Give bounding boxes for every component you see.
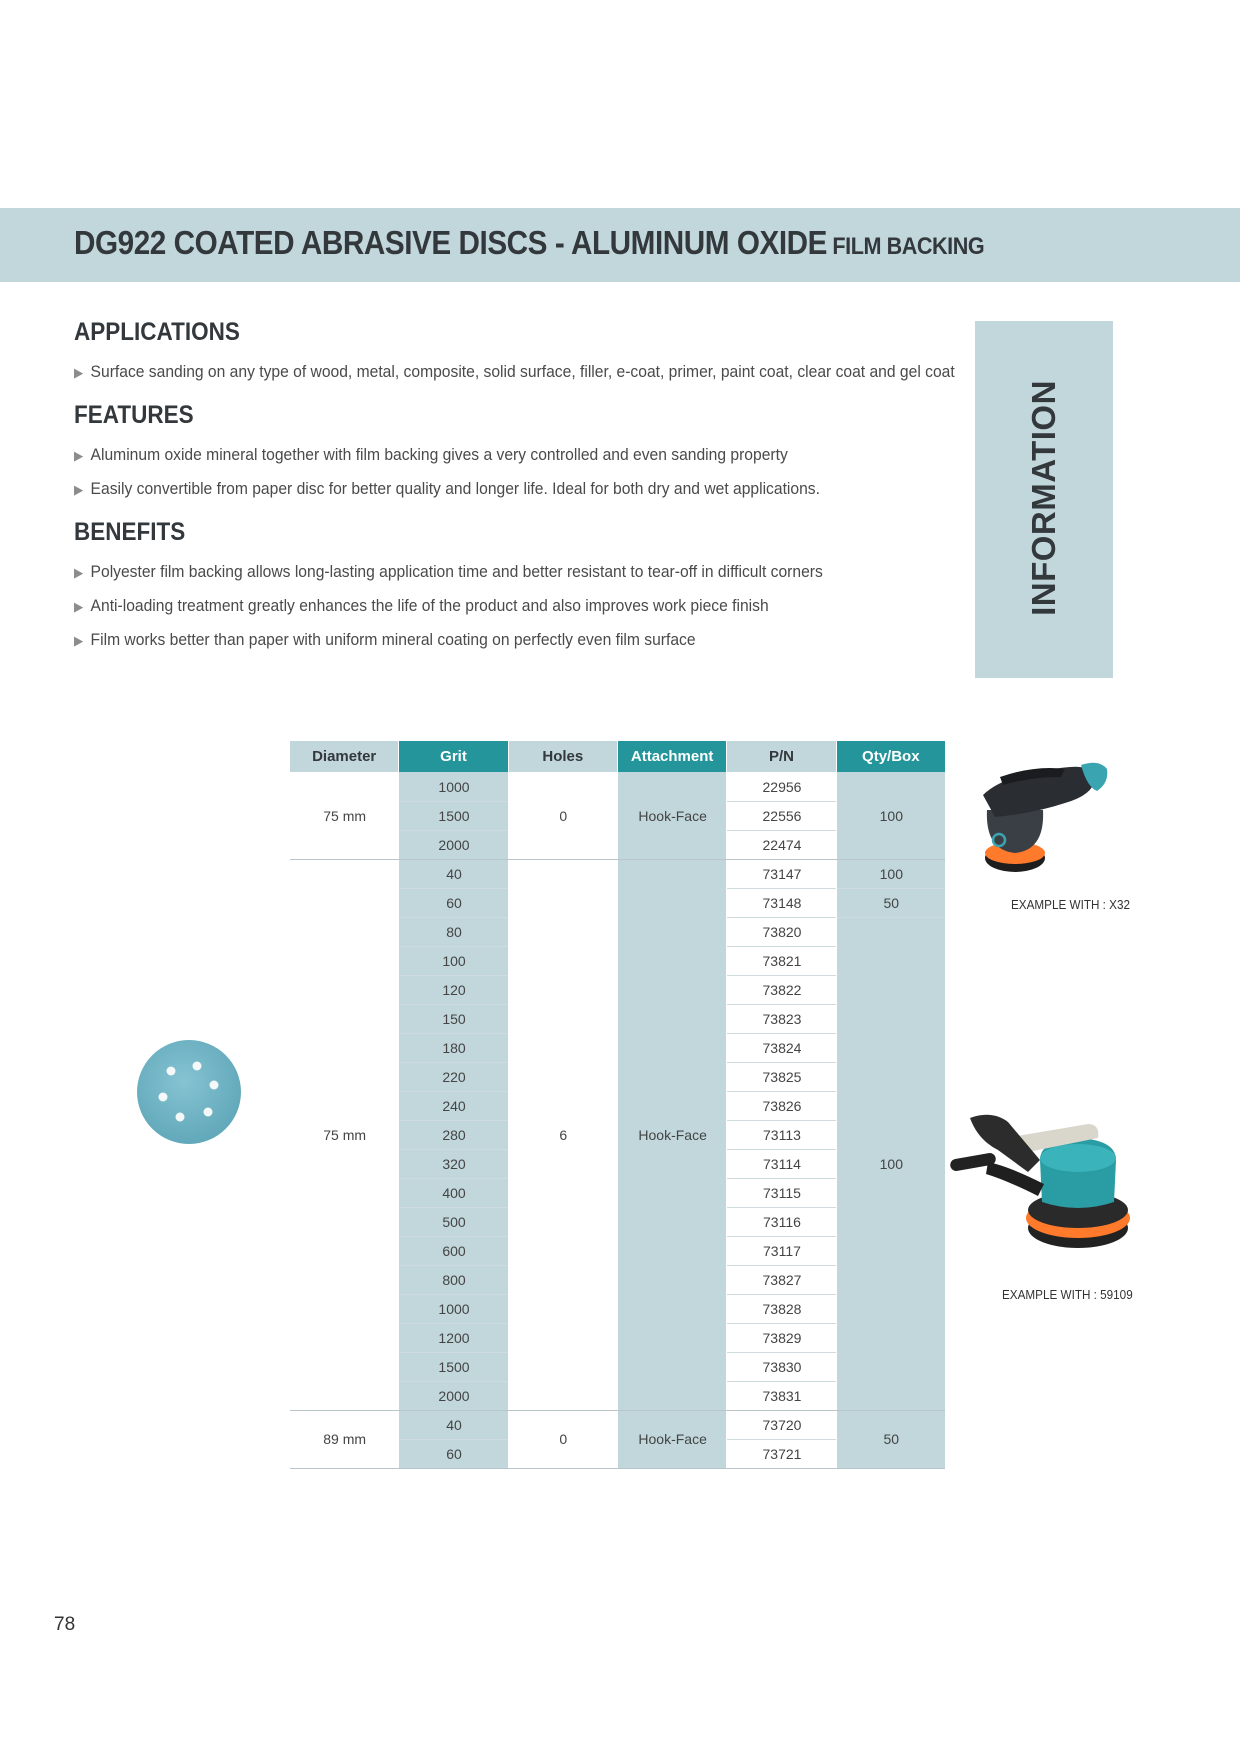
row-divider bbox=[399, 1178, 507, 1179]
table-header-diameter: Diameter bbox=[290, 741, 398, 772]
holes-cell: 6 bbox=[559, 1126, 568, 1143]
diameter-cell: 75 mm bbox=[323, 807, 367, 824]
example-caption-59109: EXAMPLE WITH : 59109 bbox=[1002, 1287, 1133, 1302]
pn-cell: 73821 bbox=[762, 952, 802, 969]
pn-cell: 73116 bbox=[763, 1213, 801, 1230]
holes-cell: 0 bbox=[559, 1431, 568, 1447]
pn-cell: 73827 bbox=[762, 1271, 802, 1288]
row-divider bbox=[727, 1062, 835, 1063]
row-divider bbox=[399, 1091, 507, 1092]
row-divider bbox=[727, 1265, 835, 1266]
row-divider bbox=[399, 1381, 507, 1382]
table-header-holes: Holes bbox=[509, 741, 617, 772]
grit-cell: 120 bbox=[442, 981, 466, 998]
grit-cell: 150 bbox=[442, 1010, 466, 1027]
table-header-qtybox: Qty/Box bbox=[837, 741, 945, 772]
pn-cell: 73830 bbox=[762, 1358, 802, 1375]
holes-cell: 0 bbox=[559, 807, 568, 824]
row-divider bbox=[727, 1236, 835, 1237]
benefits-heading: BENEFITS bbox=[74, 518, 186, 546]
qty-cell: 100 bbox=[879, 1155, 903, 1172]
grit-cell: 2000 bbox=[438, 836, 470, 853]
grit-cell: 500 bbox=[442, 1213, 466, 1230]
row-divider bbox=[399, 1033, 507, 1034]
grit-cell: 800 bbox=[442, 1271, 466, 1288]
row-divider bbox=[727, 1439, 835, 1440]
benefits-item bbox=[74, 630, 696, 650]
grit-cell: 220 bbox=[442, 1068, 466, 1085]
pn-cell: 73820 bbox=[762, 923, 802, 940]
qty-cell: 100 bbox=[879, 807, 903, 824]
applications-item bbox=[74, 362, 955, 382]
bullet-triangle-icon: ▶ bbox=[74, 365, 84, 380]
diameter-cell: 89 mm bbox=[323, 1431, 367, 1447]
grit-cell: 60 bbox=[446, 1445, 462, 1462]
bullet-triangle-icon: ▶ bbox=[74, 565, 84, 580]
grit-cell: 1000 bbox=[438, 1300, 470, 1317]
pn-cell: 22956 bbox=[762, 778, 802, 795]
row-divider bbox=[399, 917, 507, 918]
row-divider bbox=[727, 1323, 835, 1324]
bullet-text: Film works better than paper with uniform mineral coating on perfectly even film surface bbox=[90, 630, 696, 649]
qty-cell: 50 bbox=[883, 894, 900, 911]
pn-cell: 73822 bbox=[762, 981, 802, 998]
title-subtitle: FILM BACKING bbox=[832, 233, 985, 260]
pn-cell: 73824 bbox=[762, 1039, 802, 1056]
row-divider bbox=[399, 1207, 507, 1208]
title-main: DG922 COATED ABRASIVE DISCS - ALUMINUM OXIDE bbox=[74, 224, 828, 261]
benefits-item bbox=[74, 562, 823, 582]
pn-cell: 73117 bbox=[763, 1242, 801, 1259]
pn-cell: 73114 bbox=[763, 1155, 801, 1172]
grit-cell: 240 bbox=[442, 1097, 466, 1114]
spec-table bbox=[290, 741, 946, 1472]
row-divider bbox=[399, 946, 507, 947]
table-header-grit: Grit bbox=[399, 741, 507, 772]
abrasive-disc-image bbox=[136, 1039, 242, 1145]
pn-cell: 73831 bbox=[762, 1387, 802, 1404]
grit-cell: 2000 bbox=[438, 1387, 470, 1404]
row-divider bbox=[399, 1149, 507, 1150]
row-divider bbox=[399, 1265, 507, 1266]
benefits-item bbox=[74, 596, 769, 616]
pn-cell: 73721 bbox=[762, 1445, 802, 1462]
information-tab bbox=[975, 321, 1113, 678]
bullet-text: Surface sanding on any type of wood, metal, composite, solid surface, filler, e-coat, primer, paint coat, clear coat and gel coat bbox=[90, 362, 955, 381]
row-divider bbox=[727, 1352, 835, 1353]
bullet-text: Polyester film backing allows long-lasting application time and better resistant to tear-off in difficult corners bbox=[90, 562, 823, 581]
grit-cell: 180 bbox=[442, 1039, 466, 1056]
pn-cell: 73148 bbox=[762, 894, 802, 911]
grit-cell: 60 bbox=[446, 894, 462, 911]
grit-cell: 400 bbox=[442, 1184, 466, 1201]
attachment-cell: Hook-Face bbox=[638, 1126, 707, 1143]
bullet-text: Aluminum oxide mineral together with film backing gives a very controlled and even sanding property bbox=[90, 445, 788, 464]
row-divider bbox=[399, 1062, 507, 1063]
row-divider bbox=[399, 1352, 507, 1353]
page-title bbox=[74, 224, 984, 262]
row-divider bbox=[837, 917, 945, 918]
information-label: INFORMATION bbox=[1025, 380, 1062, 616]
pn-cell: 73825 bbox=[762, 1068, 802, 1085]
row-divider bbox=[399, 975, 507, 976]
qty-cell: 50 bbox=[883, 1431, 900, 1447]
row-divider bbox=[399, 1236, 507, 1237]
pn-cell: 73823 bbox=[762, 1010, 802, 1027]
qty-cell: 100 bbox=[879, 865, 903, 882]
grit-cell: 1500 bbox=[438, 1358, 470, 1375]
row-divider bbox=[727, 1294, 835, 1295]
pn-cell: 73828 bbox=[762, 1300, 802, 1317]
group-divider bbox=[290, 1410, 945, 1411]
row-divider bbox=[727, 830, 835, 831]
grit-cell: 1200 bbox=[438, 1329, 470, 1346]
row-divider bbox=[399, 1004, 507, 1005]
pn-cell: 73113 bbox=[763, 1126, 801, 1143]
row-divider bbox=[727, 1178, 835, 1179]
row-divider bbox=[727, 888, 835, 889]
grit-cell: 600 bbox=[442, 1242, 466, 1259]
example-caption-x32: EXAMPLE WITH : X32 bbox=[1011, 897, 1130, 912]
row-divider bbox=[399, 1120, 507, 1121]
features-heading: FEATURES bbox=[74, 401, 194, 429]
attachment-cell: Hook-Face bbox=[638, 807, 707, 824]
bullet-triangle-icon: ▶ bbox=[74, 599, 84, 614]
features-item bbox=[74, 479, 820, 499]
row-divider bbox=[727, 1004, 835, 1005]
row-divider bbox=[727, 946, 835, 947]
row-divider bbox=[727, 1120, 835, 1121]
row-divider bbox=[399, 1439, 507, 1440]
grit-cell: 280 bbox=[442, 1126, 466, 1143]
grit-cell: 1500 bbox=[438, 807, 470, 824]
grit-cell: 1000 bbox=[438, 778, 470, 795]
pn-cell: 73829 bbox=[762, 1329, 802, 1346]
row-divider bbox=[727, 1149, 835, 1150]
bullet-triangle-icon: ▶ bbox=[74, 482, 84, 497]
table-header-pn: P/N bbox=[727, 741, 835, 772]
table-header-attachment: Attachment bbox=[618, 741, 726, 772]
row-divider bbox=[399, 1323, 507, 1324]
row-divider bbox=[727, 801, 835, 802]
grit-cell: 80 bbox=[446, 923, 462, 940]
bullet-text: Easily convertible from paper disc for better quality and longer life. Ideal for both dry and wet applications. bbox=[90, 479, 820, 498]
row-divider bbox=[399, 888, 507, 889]
diameter-cell: 75 mm bbox=[323, 1126, 367, 1143]
sander-x32-image bbox=[975, 755, 1120, 880]
row-divider bbox=[727, 1207, 835, 1208]
applications-heading: APPLICATIONS bbox=[74, 318, 240, 346]
features-item bbox=[74, 445, 788, 465]
row-divider bbox=[727, 1091, 835, 1092]
bullet-text: Anti-loading treatment greatly enhances the life of the product and also improves work piece finish bbox=[90, 596, 769, 615]
group-divider bbox=[290, 859, 945, 860]
title-band bbox=[0, 208, 1240, 282]
pn-cell: 73720 bbox=[762, 1416, 802, 1433]
grit-cell: 320 bbox=[442, 1155, 466, 1172]
row-divider bbox=[399, 830, 507, 831]
bullet-triangle-icon: ▶ bbox=[74, 633, 84, 648]
grit-cell: 40 bbox=[446, 865, 462, 882]
attachment-cell: Hook-Face bbox=[638, 1431, 707, 1447]
pn-cell: 73147 bbox=[762, 865, 802, 882]
pn-cell: 73115 bbox=[763, 1184, 801, 1201]
grit-cell: 100 bbox=[442, 952, 466, 969]
pn-cell: 73826 bbox=[762, 1097, 802, 1114]
grit-cell: 40 bbox=[446, 1416, 462, 1433]
table-bottom-rule bbox=[290, 1468, 945, 1469]
row-divider bbox=[837, 888, 945, 889]
row-divider bbox=[727, 1381, 835, 1382]
bullet-triangle-icon: ▶ bbox=[74, 448, 84, 463]
row-divider bbox=[727, 975, 835, 976]
row-divider bbox=[727, 917, 835, 918]
page-number: 78 bbox=[54, 1614, 76, 1635]
row-divider bbox=[399, 801, 507, 802]
row-divider bbox=[399, 1294, 507, 1295]
sander-59109-image bbox=[948, 1110, 1144, 1260]
pn-cell: 22474 bbox=[762, 836, 802, 853]
pn-cell: 22556 bbox=[762, 807, 802, 824]
row-divider bbox=[727, 1033, 835, 1034]
